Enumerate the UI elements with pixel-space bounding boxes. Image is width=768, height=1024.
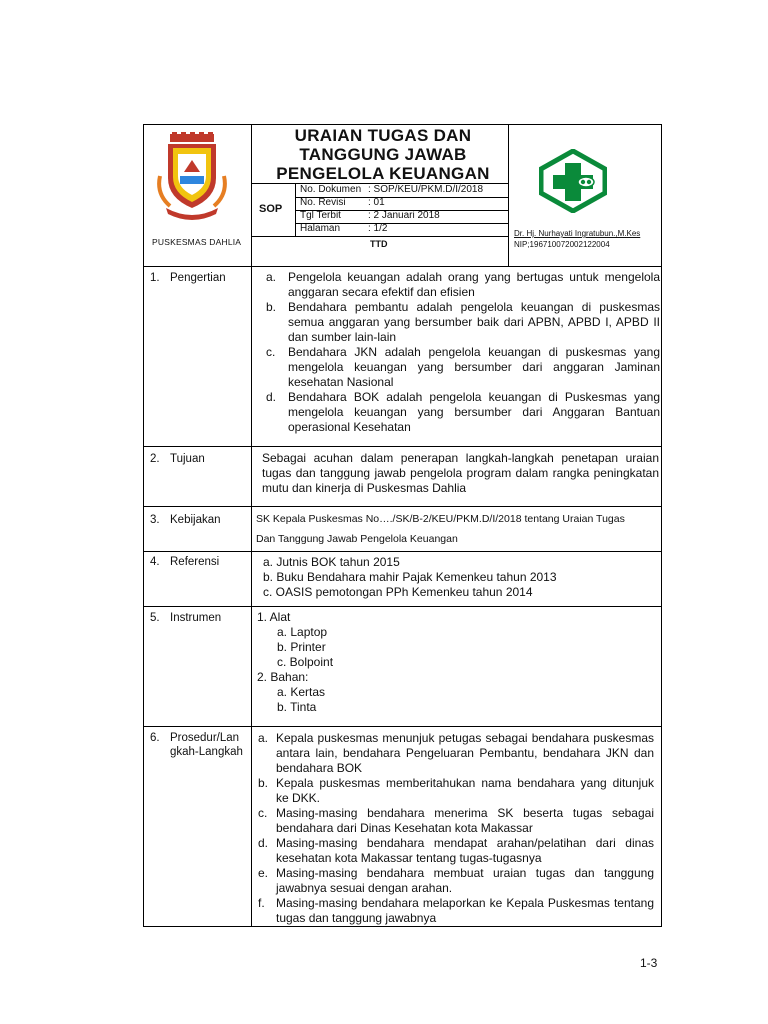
title-line-1: URAIAN TUGAS DAN xyxy=(294,126,472,145)
row-5-number: 5. xyxy=(150,612,160,624)
prosedur-list xyxy=(254,731,654,926)
bahan-item: a. Kertas xyxy=(277,685,326,699)
signer-nip: NIP;196710072002122004 xyxy=(514,240,610,249)
row-6-label-line-2: gkah-Langkah xyxy=(170,746,243,758)
list-item: f. Masing-masing bendahara melaporkan ke Kepala Puskesmas tentang tugas dan tanggung jawabnya xyxy=(258,896,654,925)
alat-item: a. Laptop xyxy=(277,625,328,639)
document-title xyxy=(263,126,503,183)
row-4-label: Referensi xyxy=(170,556,220,568)
list-item: c. Masing-masing bendahara menerima SK beserta tugas sebagai bendahara dari Dinas Kesehatan kota Makassar xyxy=(258,806,654,835)
city-emblem-logo xyxy=(156,132,228,222)
meta-halaman-value: : 1/2 xyxy=(368,223,388,234)
referensi-item-a: a. Jutnis BOK tahun 2015 xyxy=(263,555,400,569)
list-item: a. Pengelola keuangan adalah orang yang bertugas untuk mengelola anggaran secara efektif dan efisien xyxy=(266,270,660,299)
referensi-item-b: b. Buku Bendahara mahir Pajak Kemenkeu tahun 2013 xyxy=(263,570,557,584)
referensi-item-c: c. OASIS pemotongan PPh Kemenkeu tahun 2014 xyxy=(263,585,533,599)
meta-dokumen-label: No. Dokumen xyxy=(300,184,362,195)
meta-dokumen-value: : SOP/KEU/PKM.D/I/2018 xyxy=(368,184,484,195)
page-number: 1-3 xyxy=(640,956,658,970)
row-3-number: 3. xyxy=(150,514,160,526)
alat-heading: 1. Alat xyxy=(257,610,291,624)
row-5-label: Instrumen xyxy=(170,612,222,624)
ttd-label: TTD xyxy=(370,239,388,249)
list-item: e. Masing-masing bendahara membuat uraian tugas dan tanggung jawabnya sesuai dengan arahan. xyxy=(258,866,654,895)
row-1-label: Pengertian xyxy=(170,272,226,284)
row-6-label-line-1: Prosedur/Lan xyxy=(170,732,240,744)
bahan-heading: 2. Bahan: xyxy=(257,670,309,684)
title-line-2: TANGGUNG JAWAB xyxy=(299,145,467,164)
signer-name: Dr. Hj. Nurhayati Ingratubun.,M.Kes xyxy=(514,229,641,238)
meta-terbit-label: Tgl Terbit xyxy=(300,210,341,221)
sop-label: SOP xyxy=(259,203,283,215)
alat-item: b. Printer xyxy=(277,640,326,654)
row-2-number: 2. xyxy=(150,453,160,465)
bahan-item: b. Tinta xyxy=(277,700,317,714)
meta-revisi-value: : 01 xyxy=(368,197,385,208)
kebijakan-line-2: Dan Tanggung Jawab Pengelola Keuangan xyxy=(256,533,458,545)
list-item: b. Kepala puskesmas memberitahukan nama bendahara yang ditunjuk ke DKK. xyxy=(258,776,654,805)
meta-terbit-value: : 2 Januari 2018 xyxy=(368,210,440,221)
row-3-label: Kebijakan xyxy=(170,514,221,526)
row-2-label: Tujuan xyxy=(170,453,205,465)
list-item: d. Masing-masing bendahara mendapat arahan/pelatihan dari dinas kesehatan kota Makassar tentang tugas-tugasnya xyxy=(258,836,654,865)
list-item: c. Bendahara JKN adalah pengelola keuangan di puskesmas yang mengelola keuangan yang bersumber dari anggaran Jaminan kesehatan Nasional xyxy=(266,345,660,389)
list-item: d. Bendahara BOK adalah pengelola keuangan di Puskesmas yang mengelola keuangan yang bersumber dari Anggaran Bantuan operasional Kesehatan xyxy=(266,390,660,434)
list-item: b. Bendahara pembantu adalah pengelola keuangan di puskesmas semua anggaran yang bersumber baik dari APBN, APBD I, APBD II dan sumber lain-lain xyxy=(266,300,660,344)
row-6-number: 6. xyxy=(150,732,160,744)
org-name: PUSKESMAS DAHLIA xyxy=(152,237,242,247)
meta-halaman-label: Halaman xyxy=(300,223,341,234)
row-1-number: 1. xyxy=(150,272,160,284)
tujuan-text: Sebagai acuhan dalam penerapan langkah-langkah penetapan uraian tugas dan tanggung jawab pengelola program dalam rangka peningkatan mutu dan kinerja di Puskesmas Dahlia xyxy=(262,451,659,495)
puskesmas-cross-logo xyxy=(539,149,607,213)
list-item: a. Kepala puskesmas menunjuk petugas sebagai bendahara puskesmas antara lain, bendahara Pengeluaran Pembantu, bendahara JKN dan bendahara BOK xyxy=(258,731,654,775)
title-line-3: PENGELOLA KEUANGAN xyxy=(276,164,490,183)
alat-item: c. Bolpoint xyxy=(277,655,334,669)
row-4-number: 4. xyxy=(150,556,160,568)
kebijakan-line-1: SK Kepala Puskesmas No…./SK/B-2/KEU/PKM.D/I/2018 tentang Uraian Tugas xyxy=(256,513,625,525)
meta-revisi-label: No. Revisi xyxy=(300,197,346,208)
pengertian-list xyxy=(254,270,660,435)
